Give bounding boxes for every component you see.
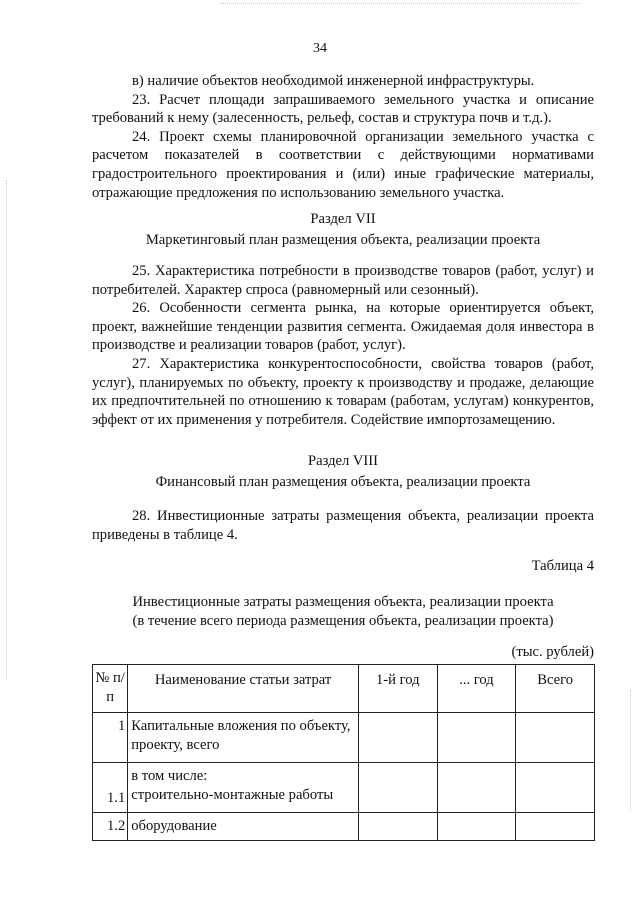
paragraph-23: 23. Расчет площади запрашиваемого земельного участка и описание требований к нему (залесенность, рельеф, состав и структура почв и т.д.). bbox=[92, 91, 594, 127]
paragraph-28: 28. Инвестиционные затраты размещения объекта, реализации проекта приведены в таблице 4. bbox=[92, 508, 594, 543]
header-total: Всего bbox=[516, 665, 595, 713]
section-8-subtitle: Финансовый план размещения объекта, реализации проекта bbox=[155, 473, 531, 490]
row-name: Капитальные вложения по объекту, проекту, всего bbox=[128, 713, 359, 763]
section-7-text bbox=[92, 262, 594, 429]
paragraph-24: 24. Проект схемы планировочной организации земельного участка с расчетом показателей в соответствии с действующими нормативами градостроительного проектирования и (или) иные графические материалы, отражающие предложения по использованию земельного участка. bbox=[92, 128, 594, 201]
scan-artifact-right bbox=[630, 690, 633, 810]
table-header-row bbox=[93, 665, 595, 713]
section-8-heading bbox=[92, 452, 594, 491]
header-year1: 1-й год bbox=[358, 665, 437, 713]
table-4-caption bbox=[92, 593, 594, 630]
table-4-label-block bbox=[92, 557, 594, 576]
table-4 bbox=[92, 664, 595, 841]
scan-artifact-top bbox=[220, 3, 580, 8]
header-name: Наименование статьи затрат bbox=[128, 665, 359, 713]
table-4-unit: (тыс. рублей) bbox=[511, 644, 594, 660]
table-row bbox=[93, 813, 595, 841]
row-cell-year1 bbox=[358, 713, 437, 763]
table-row bbox=[93, 763, 595, 813]
section-7-heading bbox=[92, 210, 594, 249]
row-name-prefix: в том числе: bbox=[131, 768, 208, 784]
row-num: 1.1 bbox=[93, 763, 128, 813]
row-cell-year1 bbox=[358, 763, 437, 813]
row-name bbox=[128, 763, 359, 813]
table-4-caption-line1: Инвестиционные затраты размещения объекта, реализации проекта bbox=[132, 594, 554, 610]
scan-artifact-left bbox=[6, 180, 9, 680]
row-cell-yearn bbox=[437, 713, 516, 763]
section-7-title: Раздел VII bbox=[310, 211, 376, 227]
table-row bbox=[93, 713, 595, 763]
paragraph-26: 26. Особенности сегмента рынка, на которые ориентируется объект, проект, важнейшие тенденции развития сегмента. Ожидаемая доля инвестора в производстве и реализации товаров (работ, услуг). bbox=[92, 300, 594, 354]
table-4-label: Таблица 4 bbox=[531, 558, 594, 574]
section-8-text bbox=[92, 507, 594, 544]
row-name: оборудование bbox=[128, 813, 359, 841]
paragraph-item-v: в) наличие объектов необходимой инженерной инфраструктуры. bbox=[132, 73, 535, 89]
page-number: 34 bbox=[313, 41, 327, 56]
row-num: 1.2 bbox=[93, 813, 128, 841]
row-cell-total bbox=[516, 763, 595, 813]
top-text bbox=[92, 72, 594, 202]
section-8-title: Раздел VIII bbox=[307, 453, 379, 469]
section-7-subtitle: Маркетинговый план размещения объекта, реализации проекта bbox=[145, 231, 541, 248]
row-cell-yearn bbox=[437, 813, 516, 841]
paragraph-27: 27. Характеристика конкурентоспособности, свойства товаров (работ, услуг), планируемых по объекту, проекту к производству и продаже, делающие их предпочтительней по отношению к товарам (работам, услугам) конкурентов, эффект от их применения у потребителя. Содействие импортозамещению. bbox=[92, 355, 594, 428]
header-num: № п/п bbox=[93, 665, 128, 713]
row-name-main: строительно-монтажные работы bbox=[131, 786, 334, 803]
row-cell-total bbox=[516, 713, 595, 763]
paragraph-25: 25. Характеристика потребности в производстве товаров (работ, услуг) и потребителей. Характер спроса (равномерный или сезонный). bbox=[92, 263, 594, 298]
row-num: 1 bbox=[93, 713, 128, 763]
header-yearn: ... год bbox=[437, 665, 516, 713]
row-cell-year1 bbox=[358, 813, 437, 841]
row-cell-total bbox=[516, 813, 595, 841]
row-cell-yearn bbox=[437, 763, 516, 813]
table-4-caption-line2: (в течение всего периода размещения объекта, реализации проекта) bbox=[132, 612, 554, 629]
table-4-unit-block bbox=[92, 643, 594, 662]
